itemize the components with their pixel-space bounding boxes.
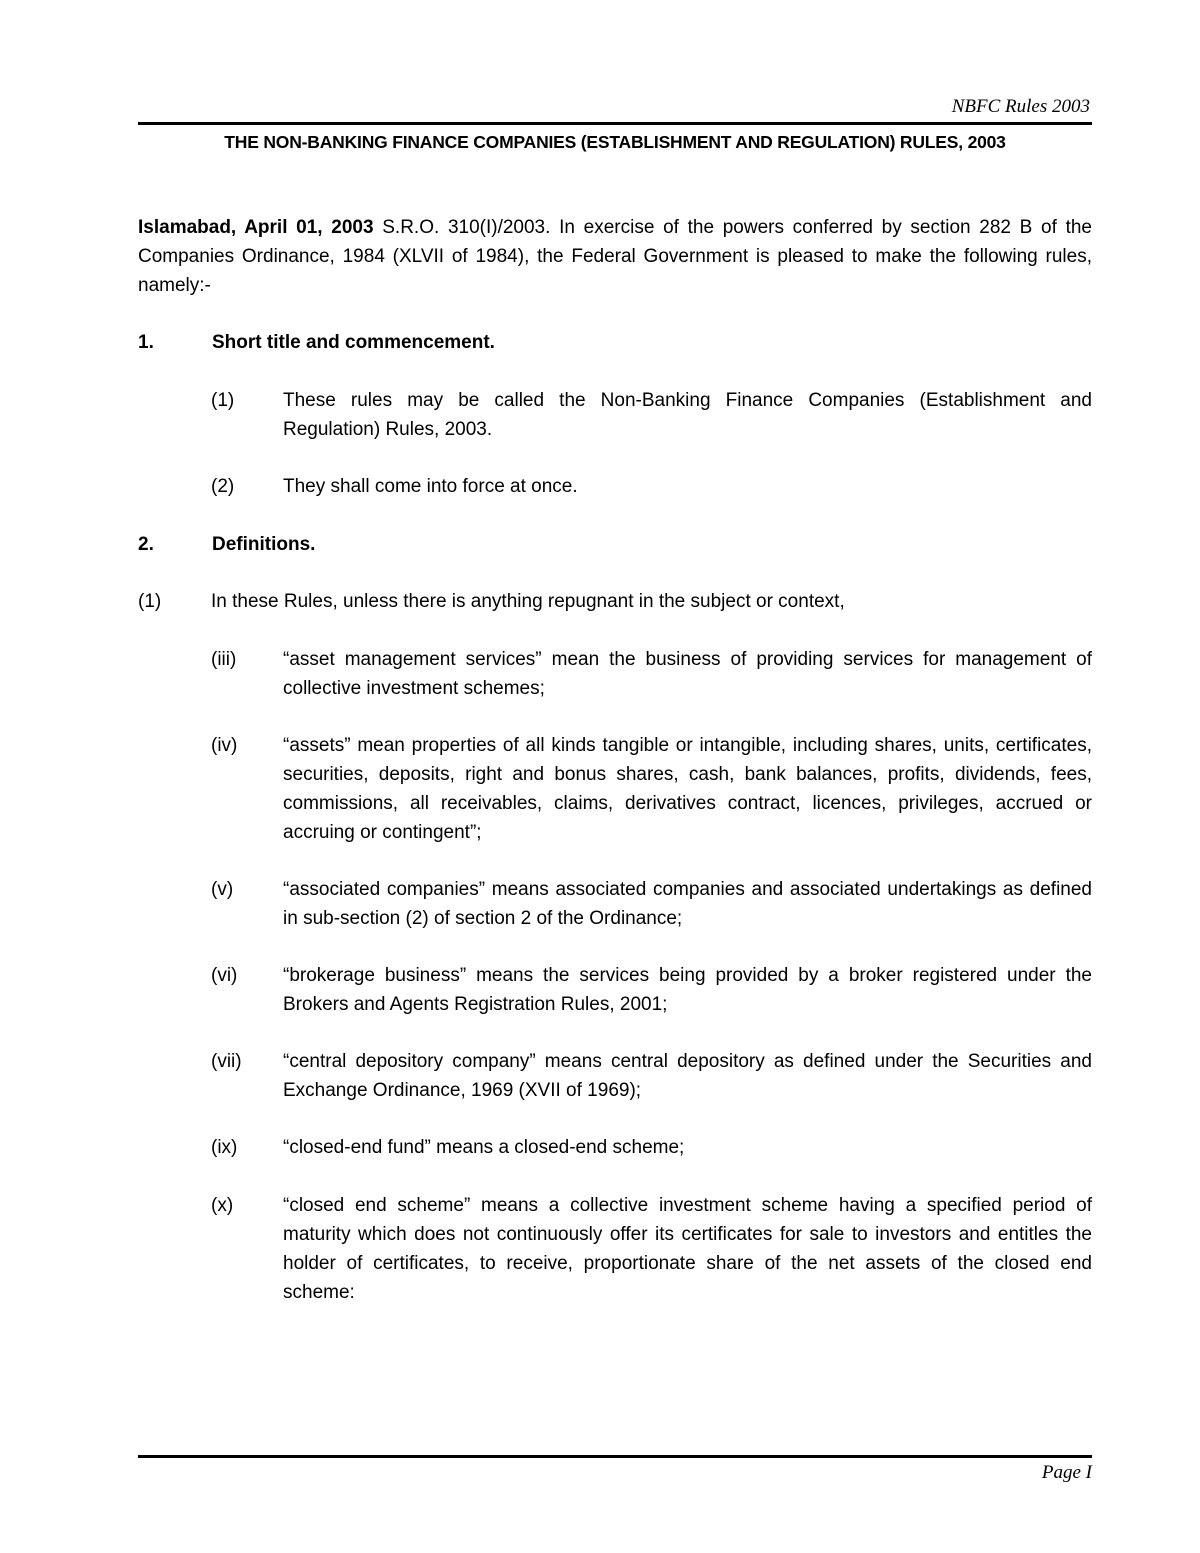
clause-1-2 xyxy=(211,472,1092,501)
preamble xyxy=(138,213,1092,300)
section-title: Definitions. xyxy=(212,534,316,555)
clause-1-1 xyxy=(211,386,1092,444)
preamble-text: S.R.O. 310(I)/2003. In exercise of the powers conferred by section 282 B of the Companies Ordinance, 1984 (XLVII of 1984), the Federal Government is pleased to make the following rules, namely:- xyxy=(138,217,1092,296)
definition-text: “brokerage business” means the services being provided by a broker registered under the Brokers and Agents Registration Rules, 2001; xyxy=(283,965,1092,1015)
definition-number: (vi) xyxy=(211,965,238,986)
definition-item xyxy=(211,731,1092,847)
definition-item xyxy=(211,645,1092,703)
page-number: Page I xyxy=(1041,1462,1092,1483)
definition-item xyxy=(211,875,1092,933)
section-number: 1. xyxy=(138,332,154,353)
section-number: 2. xyxy=(138,534,154,555)
definition-text: “associated companies” means associated companies and associated undertakings as defined in sub-section (2) of section 2 of the Ordinance; xyxy=(283,879,1092,929)
definition-text: “central depository company” means central depository as defined under the Securities and Exchange Ordinance, 1969 (XVII of 1969); xyxy=(283,1051,1092,1101)
section-heading-2 xyxy=(138,530,1092,559)
header-rule xyxy=(138,122,1092,125)
section-title: Short title and commencement. xyxy=(212,332,495,353)
definition-number: (iii) xyxy=(211,649,237,670)
definition-text: “closed-end fund” means a closed-end scheme; xyxy=(283,1137,685,1158)
definition-item xyxy=(211,1047,1092,1105)
clause-number: (1) xyxy=(138,591,162,612)
definition-number: (ix) xyxy=(211,1137,238,1158)
document-title: THE NON-BANKING FINANCE COMPANIES (ESTABLISHMENT AND REGULATION) RULES, 2003 xyxy=(224,132,1006,152)
section-heading-1 xyxy=(138,328,1092,357)
definition-text: “closed end scheme” means a collective investment scheme having a specified period of maturity which does not continuously offer its certificates for sale to investors and entitles the holder of certificates, to receive, proportionate share of the net assets of the closed end scheme: xyxy=(283,1195,1092,1303)
preamble-place-date: Islamabad, April 01, 2003 xyxy=(138,217,374,238)
definition-number: (iv) xyxy=(211,735,238,756)
definition-item xyxy=(211,961,1092,1019)
clause-number: (1) xyxy=(211,390,235,411)
definition-number: (vii) xyxy=(211,1051,242,1072)
definition-item xyxy=(211,1133,1092,1162)
clause-text: In these Rules, unless there is anything repugnant in the subject or context, xyxy=(211,591,845,612)
running-header: NBFC Rules 2003 xyxy=(951,96,1090,117)
clause-2-1 xyxy=(138,587,1092,616)
footer-rule xyxy=(138,1455,1092,1458)
definition-text: “assets” mean properties of all kinds tangible or intangible, including shares, units, certificates, securities, deposits, right and bonus shares, cash, bank balances, profits, dividends, fees, commissions, all receivables, claims, derivatives contract, licences, privileges, accrued or accruing or contingent”; xyxy=(283,735,1092,843)
definition-text: “asset management services” mean the business of providing services for management of collective investment schemes; xyxy=(283,649,1092,699)
definition-number: (v) xyxy=(211,879,234,900)
definition-item xyxy=(211,1191,1092,1307)
definition-number: (x) xyxy=(211,1195,234,1216)
clause-text: They shall come into force at once. xyxy=(283,476,578,497)
clause-number: (2) xyxy=(211,476,235,497)
clause-text: These rules may be called the Non-Banking Finance Companies (Establishment and Regulation) Rules, 2003. xyxy=(283,390,1092,440)
